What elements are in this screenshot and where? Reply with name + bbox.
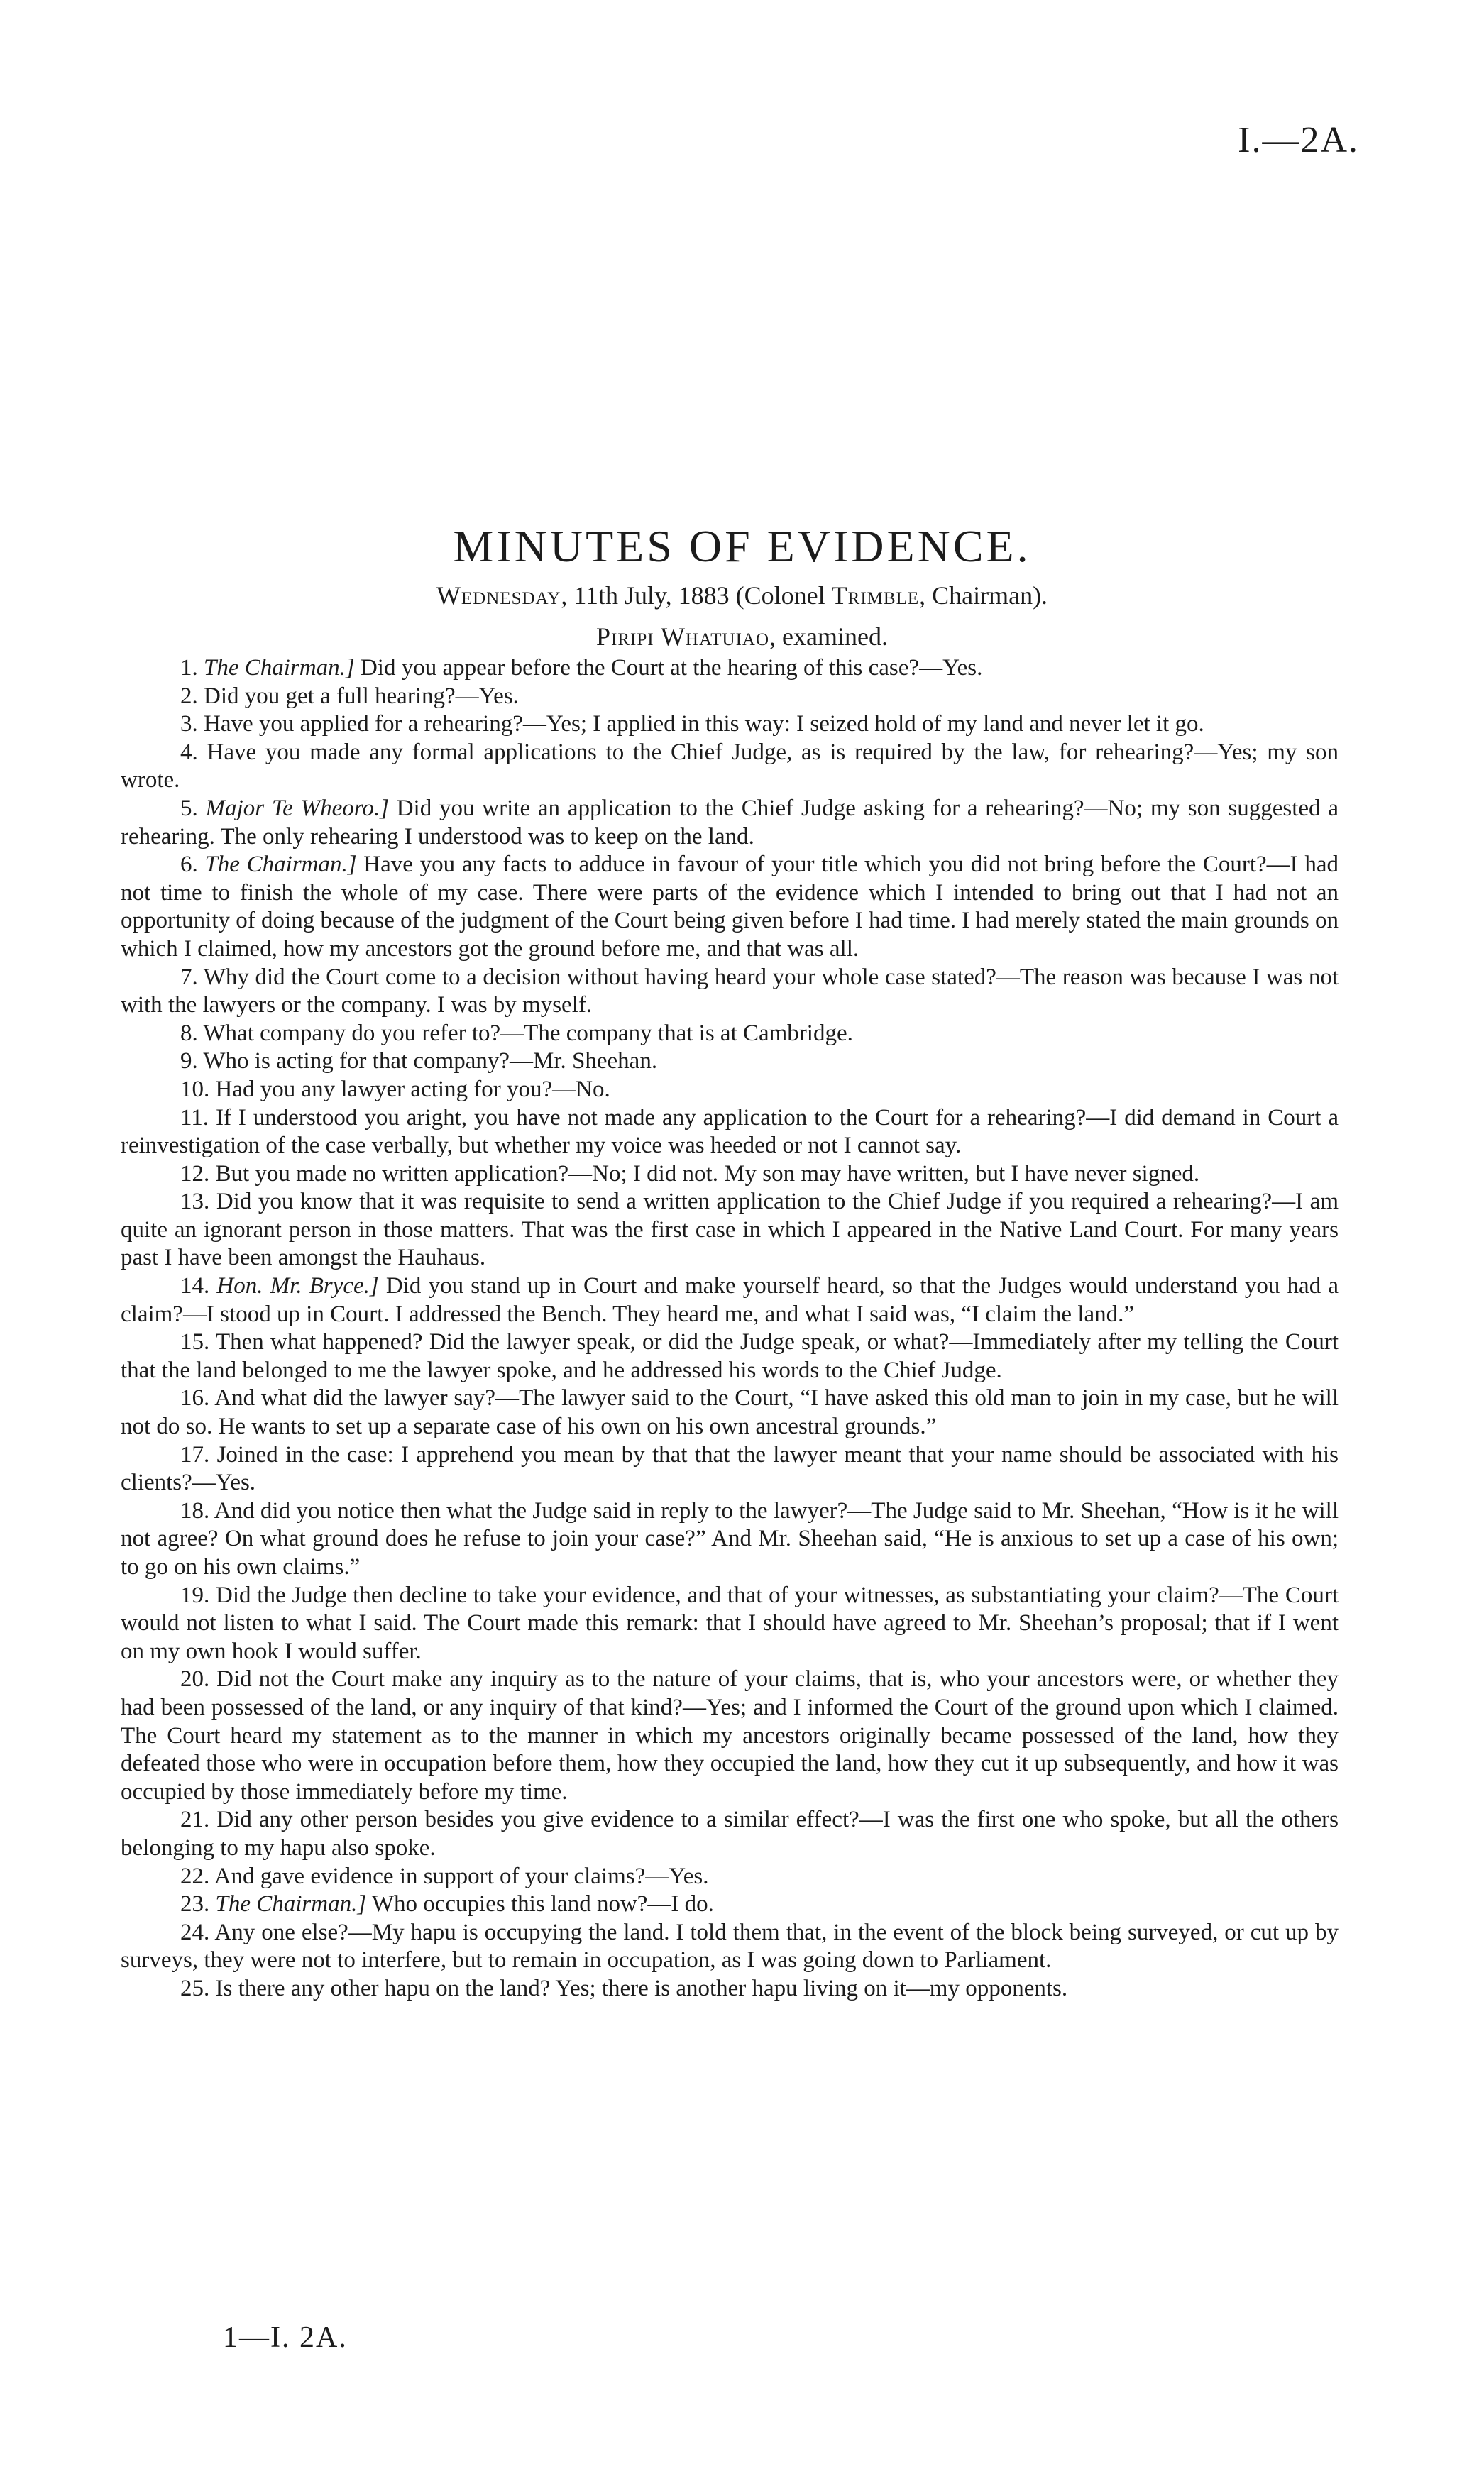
qa-number: 7. <box>180 964 198 990</box>
qa-item <box>121 1385 1339 1441</box>
qa-item <box>121 1047 1339 1076</box>
qa-text: Why did the Court come to a decision without having heard your whole case stated?—The reason was because I was not with the lawyers or the company. I was by myself. <box>121 964 1339 1018</box>
qa-item <box>121 1441 1339 1497</box>
qa-item <box>121 1497 1339 1582</box>
qa-text: And what did the lawyer say?—The lawyer said to the Court, “I have asked this old man to join in my case, but he will not do so. He wants to set up a separate case of his own on his own ancestral grounds.” <box>121 1385 1339 1440</box>
qa-text: But you made no written application?—No; I did not. My son may have written, but I have never signed. <box>215 1160 1200 1187</box>
qa-text: Have you made any formal applications to the Chief Judge, as is required by the law, for rehearing?—Yes; my son wrote. <box>121 739 1339 793</box>
session-line <box>0 581 1484 610</box>
qa-item <box>121 1806 1339 1862</box>
qa-item <box>121 851 1339 963</box>
qa-speaker: The Chairman.] <box>215 1891 367 1918</box>
qa-number: 16. <box>180 1385 210 1412</box>
qa-speaker: Major Te Wheoro.] <box>205 795 389 821</box>
qa-number: 21. <box>180 1807 210 1833</box>
session-chair-suffix: , Chairman). <box>919 581 1048 610</box>
qa-item <box>121 1975 1339 2003</box>
qa-text: And did you notice then what the Judge said in reply to the lawyer?—The Judge said to Mr. Sheehan, “How is it he will not agree? On what ground does he refuse to join your case?” And Mr. Sheehan said, “He is anxious to set up a case of his own; to go on his own claims.” <box>121 1497 1339 1580</box>
qa-number: 24. <box>180 1919 210 1945</box>
witness-name: Piripi Whatuiao <box>596 622 770 651</box>
qa-number: 1. <box>180 655 198 681</box>
witness-suffix: , examined. <box>769 622 888 651</box>
session-day: Wednesday <box>436 581 561 610</box>
qa-text: Did you write an application to the Chief Judge asking for a rehearing?—No; my son suggested a rehearing. The only rehearing I understood was to keep on the land. <box>121 795 1339 849</box>
qa-number: 17. <box>180 1441 210 1468</box>
qa-text: Have you applied for a rehearing?—Yes; I applied in this way: I seized hold of my land and never let it go. <box>204 711 1204 737</box>
qa-text: Any one else?—My hapu is occupying the land. I told them that, in the event of the block being surveyed, or cut up by surveys, they were not to interfere, but to remain in occupation, as I was going down to Parliament. <box>121 1919 1339 1974</box>
qa-text: Had you any lawyer acting for you?—No. <box>215 1076 610 1102</box>
qa-number: 11. <box>180 1104 209 1131</box>
qa-number: 4. <box>180 739 198 765</box>
qa-text: Did you stand up in Court and make yourself heard, so that the Judges would understand you had a claim?—I stood up in Court. I addressed the Bench. They heard me, and what I said was, “I claim the land.” <box>121 1273 1339 1327</box>
qa-number: 14. <box>180 1273 210 1299</box>
qa-text: Did any other person besides you give evidence to a similar effect?—I was the first one who spoke, but all the others belonging to my hapu also spoke. <box>121 1807 1339 1861</box>
qa-item <box>121 1020 1339 1048</box>
qa-speaker: Hon. Mr. Bryce.] <box>216 1273 379 1299</box>
qa-number: 6. <box>180 852 198 878</box>
qa-text: Did you appear before the Court at the hearing of this case?—Yes. <box>354 655 983 681</box>
qa-text: Did the Judge then decline to take your evidence, and that of your witnesses, as substantiating your claim?—The Court would not listen to what I said. The Court made this remark: that I should have agreed to Mr. Sheehan’s proposal; that if I went on my own hook I would suffer. <box>121 1582 1339 1664</box>
qa-number: 9. <box>180 1048 198 1074</box>
qa-item <box>121 1160 1339 1189</box>
qa-item <box>121 1863 1339 1891</box>
qa-number: 3. <box>180 711 198 737</box>
qa-text: Joined in the case: I apprehend you mean by that that the lawyer meant that your name should be associated with his clients?—Yes. <box>121 1441 1339 1496</box>
qa-text: Did not the Court make any inquiry as to the nature of your claims, that is, who your ancestors were, or whether they had been possessed of the land, or any inquiry of that kind?—Yes; and I informed the Court of the ground upon which I claimed. The Court heard my statement as to the manner in which my ancestors originally became possessed of the land, how they defeated those who were in occupation before them, how they occupied the land, how they cut it up subsequently, and how it was occupied by those immediately before my time. <box>121 1666 1339 1805</box>
qa-number: 12. <box>180 1160 210 1187</box>
qa-number: 5. <box>180 795 198 821</box>
qa-number: 22. <box>180 1863 210 1889</box>
qa-number: 23. <box>180 1891 210 1918</box>
qa-number: 13. <box>180 1189 210 1215</box>
qa-item <box>121 1328 1339 1385</box>
qa-text: Did you know that it was requisite to send a written application to the Chief Judge if you required a rehearing?—I am quite an ignorant person in those matters. That was the first case in which I appeared in the Native Land Court. For many years past I have been amongst the Hauhaus. <box>121 1189 1339 1271</box>
page-reference: I.—2A. <box>1238 120 1359 160</box>
qa-number: 8. <box>180 1020 198 1046</box>
qa-text: Did you get a full hearing?—Yes. <box>204 683 519 709</box>
qa-item <box>121 1666 1339 1806</box>
footer-signature: 1—I. 2A. <box>223 2321 348 2354</box>
qa-item <box>121 1891 1339 1919</box>
qa-text: If I understood you aright, you have not made any application to the Court for a rehearing?—I did demand in Court a reinvestigation of the case verbally, but whether my voice was heeded or not I cannot say. <box>121 1104 1339 1159</box>
qa-item <box>121 1076 1339 1104</box>
session-chair-name: Trimble <box>831 581 920 610</box>
evidence-body <box>121 654 1339 2003</box>
qa-item <box>121 683 1339 711</box>
qa-speaker: The Chairman.] <box>204 655 355 681</box>
qa-text: What company do you refer to?—The company that is at Cambridge. <box>203 1020 853 1046</box>
qa-number: 15. <box>180 1329 210 1355</box>
document-title: MINUTES OF EVIDENCE. <box>453 520 1031 571</box>
qa-text: Who occupies this land now?—I do. <box>366 1891 714 1918</box>
qa-text: Is there any other hapu on the land? Yes; there is another hapu living on it—my opponents. <box>215 1975 1068 2001</box>
qa-item <box>121 795 1339 851</box>
qa-number: 2. <box>180 683 198 709</box>
qa-number: 10. <box>180 1076 210 1102</box>
qa-item <box>121 654 1339 683</box>
qa-number: 20. <box>180 1666 210 1693</box>
session-date: , 11th July, 1883 (Colonel <box>561 581 832 610</box>
qa-text: And gave evidence in support of your claims?—Yes. <box>214 1863 709 1889</box>
qa-item <box>121 1582 1339 1666</box>
qa-item <box>121 1104 1339 1160</box>
qa-item <box>121 964 1339 1020</box>
qa-text: Who is acting for that company?—Mr. Sheehan. <box>203 1048 658 1074</box>
qa-number: 18. <box>180 1497 210 1524</box>
qa-text: Then what happened? Did the lawyer speak, or did the Judge speak, or what?—Immediately after my telling the Court that the land belonged to me the lawyer spoke, and he addressed his words to the Chief Judge. <box>121 1329 1339 1383</box>
witness-line <box>0 622 1484 651</box>
qa-item <box>121 1188 1339 1272</box>
qa-speaker: The Chairman.] <box>204 852 357 878</box>
qa-item <box>121 1919 1339 1975</box>
qa-item <box>121 1272 1339 1328</box>
qa-text: Have you any facts to adduce in favour of your title which you did not bring before the Court?—I had not time to finish the whole of my case. There were parts of the evidence which I intended to bring out that I had not an opportunity of doing because of the judgment of the Court being given before I had time. I had merely stated the main grounds on which I claimed, how my ancestors got the ground before me, and that was all. <box>121 852 1339 962</box>
qa-item <box>121 710 1339 739</box>
qa-number: 25. <box>180 1975 210 2001</box>
qa-number: 19. <box>180 1582 210 1608</box>
qa-item <box>121 739 1339 795</box>
